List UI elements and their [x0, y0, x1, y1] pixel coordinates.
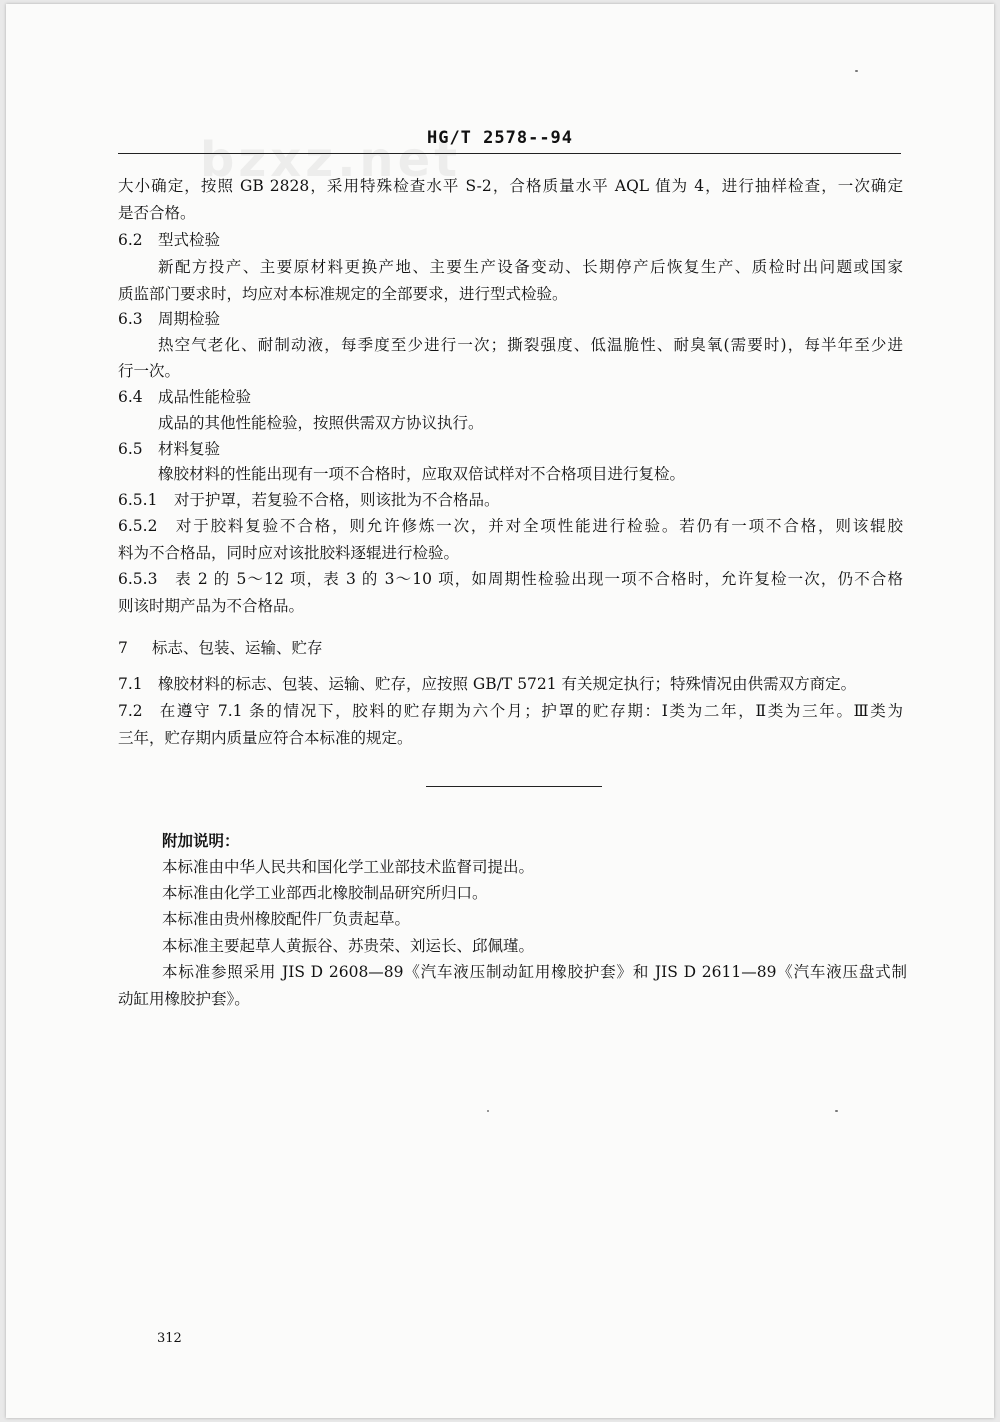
section-number: 7.2: [118, 702, 143, 720]
section-6-5-2-line-2: 料为不合格品，同时应对该批胶料逐辊进行检验。: [118, 544, 460, 562]
section-6-3-line-1: 热空气老化、耐制动液，每季度至少进行一次；撕裂强度、低温脆性、耐臭氧(需要时)，每半年至少进: [158, 336, 903, 354]
section-7-heading: [118, 636, 903, 660]
watermark: bzxz.net: [200, 132, 462, 188]
section-number: 7: [118, 639, 128, 657]
standard-code-header: HG/T 2578--94: [426, 128, 574, 148]
section-6-3-line-2: 行一次。: [118, 362, 181, 380]
section-6-5-2-line-1: [118, 514, 903, 538]
section-6-2-line-2: 质监部门要求时，均应对本标准规定的全部要求，进行型式检验。: [118, 285, 568, 303]
scan-speck: [855, 70, 858, 72]
note-line-4: 本标准主要起草人黄振谷、苏贵荣、刘运长、邱佩瑾。: [162, 937, 535, 955]
scan-speck: [487, 1110, 489, 1112]
section-6-2-line-1: 新配方投产、主要原材料更换产地、主要生产设备变动、长期停产后恢复生产、质检时出问题或国家: [158, 258, 903, 276]
section-title: 成品性能检验: [158, 388, 252, 406]
section-7-2-line-1: [118, 699, 903, 723]
section-6-4-line-1: 成品的其他性能检验，按照供需双方协议执行。: [158, 414, 484, 432]
section-title: 型式检验: [158, 231, 221, 249]
end-rule: [426, 786, 602, 787]
section-text: 对于胶料复验不合格，则允许修炼一次，并对全项性能进行检验。若仍有一项不合格，则该辊胶: [174, 517, 903, 535]
note-line-3: 本标准由贵州橡胶配件厂负责起草。: [162, 910, 411, 928]
section-number: 6.2: [118, 231, 143, 249]
section-text: 在遵守 7.1 条的情况下，胶料的贮存期为六个月；护罩的贮存期：Ⅰ类为二年，Ⅱ类为三年。Ⅲ类为: [158, 702, 903, 720]
section-6-5-1: [118, 488, 903, 512]
section-7-2-line-2: 三年，贮存期内质量应符合本标准的规定。: [118, 729, 413, 747]
section-6-5-3-line-2: 则该时期产品为不合格品。: [118, 597, 305, 615]
paragraph-continued-line-1: 大小确定，按照 GB 2828，采用特殊检查水平 S-2，合格质量水平 AQL 值为 4，进行抽样检查，一次确定: [118, 177, 903, 195]
section-title: 标志、包装、运输、贮存: [152, 639, 323, 657]
section-6-2-heading: [118, 228, 903, 252]
note-line-5: 本标准参照采用 JIS D 2608—89《汽车液压制动缸用橡胶护套》和 JIS D 2611—89《汽车液压盘式制: [162, 963, 907, 981]
section-number: 6.5.3: [118, 570, 158, 588]
section-number: 6.5: [118, 440, 143, 458]
paragraph-continued-line-2: 是否合格。: [118, 204, 196, 222]
header-rule: [118, 153, 901, 154]
section-text: 对于护罩，若复验不合格，则该批为不合格品。: [174, 491, 500, 509]
section-6-4-heading: [118, 385, 903, 409]
section-6-5-heading: [118, 437, 903, 461]
section-6-5-line-1: 橡胶材料的性能出现有一项不合格时，应取双倍试样对不合格项目进行复检。: [158, 465, 686, 483]
section-title: 周期检验: [158, 310, 221, 328]
section-number: 7.1: [118, 675, 143, 693]
notes-title: 附加说明：: [162, 831, 240, 850]
section-text: 橡胶材料的标志、包装、运输、贮存，应按照 GB/T 5721 有关规定执行；特殊情况由供需双方商定。: [158, 675, 857, 693]
section-6-3-heading: [118, 307, 903, 331]
section-6-5-3-line-1: [118, 567, 903, 591]
section-title: 材料复验: [158, 440, 221, 458]
section-text: 表 2 的 5～12 项，表 3 的 3～10 项，如周期性检验出现一项不合格时，允许复检一次，仍不合格: [174, 570, 903, 588]
section-number: 6.4: [118, 388, 143, 406]
section-7-1: [118, 672, 903, 696]
scan-speck: [835, 1110, 838, 1112]
note-line-2: 本标准由化学工业部西北橡胶制品研究所归口。: [162, 884, 488, 902]
note-line-6: 动缸用橡胶护套》。: [118, 990, 250, 1008]
note-line-1: 本标准由中华人民共和国化学工业部技术监督司提出。: [162, 858, 535, 876]
section-number: 6.5.1: [118, 491, 158, 509]
section-number: 6.5.2: [118, 517, 158, 535]
page-number: 312: [157, 1331, 182, 1346]
section-number: 6.3: [118, 310, 143, 328]
